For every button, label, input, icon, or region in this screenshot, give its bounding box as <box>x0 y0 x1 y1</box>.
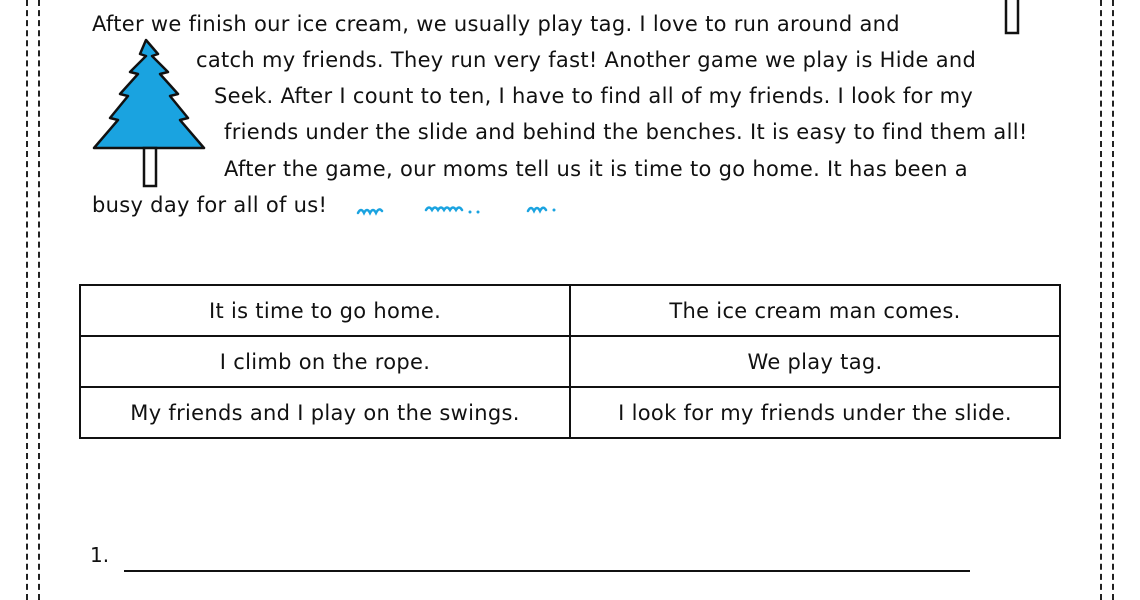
answer-line[interactable] <box>124 570 970 572</box>
page-border-left-outer <box>26 0 28 600</box>
story-line-1: After we finish our ice cream, we usually play tag. I love to run around and <box>92 12 900 36</box>
page-border-right <box>1100 0 1102 600</box>
table-cell: I look for my friends under the slide. <box>570 387 1060 438</box>
table-cell: I climb on the rope. <box>80 336 570 387</box>
table-cell: The ice cream man comes. <box>570 285 1060 336</box>
page-border-right-outer <box>1112 0 1114 600</box>
table-row <box>80 387 1060 438</box>
table-cell: It is time to go home. <box>80 285 570 336</box>
story-line-4: friends under the slide and behind the benches. It is easy to find them all! <box>224 120 1028 144</box>
answer-number: 1. <box>90 543 110 567</box>
story-line-5: After the game, our moms tell us it is time to go home. It has been a <box>224 157 968 181</box>
story-line-2: catch my friends. They run very fast! Another game we play is Hide and <box>196 48 977 72</box>
story-line-6: busy day for all of us! <box>92 193 328 217</box>
story-line-3: Seek. After I count to ten, I have to find all of my friends. I look for my <box>214 84 974 108</box>
table-row <box>80 336 1060 387</box>
wind-squiggle-icon <box>352 198 562 220</box>
post-icon <box>1002 0 1022 38</box>
events-table <box>79 284 1061 439</box>
page-border-left <box>38 0 40 600</box>
table-cell: We play tag. <box>570 336 1060 387</box>
table-row <box>80 285 1060 336</box>
table-cell: My friends and I play on the swings. <box>80 387 570 438</box>
pine-tree-icon <box>88 36 212 192</box>
